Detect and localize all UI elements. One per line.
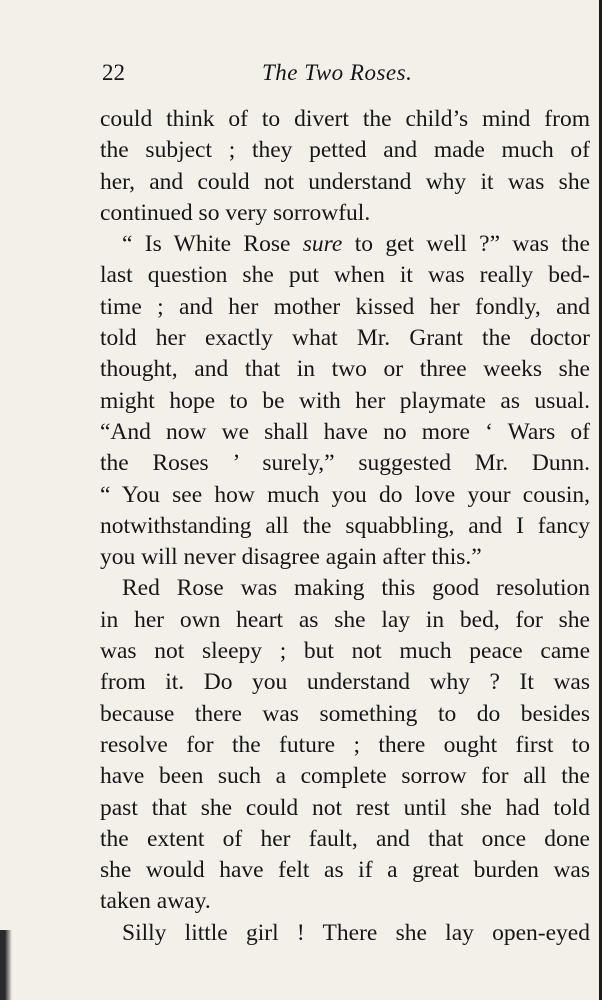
text-line: “ You see how much you do love your cousin, [100, 481, 590, 508]
text-line: was not sleepy ; but not much peace came [100, 638, 590, 665]
text-line: the Roses ’ surely,” suggested Mr. Dunn. [100, 450, 590, 477]
text-line: because there was something to do besides [100, 700, 590, 727]
text-line: in her own heart as she lay in bed, for she [100, 606, 590, 633]
text-line: from it. Do you understand why ? It was [100, 669, 590, 696]
text-line: past that she could not rest until she had told [100, 794, 590, 821]
text-line: you will never disagree again after this.” [100, 544, 482, 571]
text-line: “And now we shall have no more ‘ Wars of [100, 418, 590, 445]
text-line: “ Is White Rose sure to get well ?” was the [122, 231, 590, 258]
text-line: have been such a complete sorrow for all the [100, 763, 590, 790]
text-line: might hope to be with her playmate as usual. [100, 387, 590, 414]
page-header [102, 60, 588, 92]
text-line: the extent of her fault, and that once done [100, 825, 590, 852]
page-number: 22 [102, 60, 125, 85]
text-line: last question she put when it was really bed- [100, 262, 590, 289]
text-line: notwithstanding all the squabbling, and I fancy [100, 512, 590, 539]
body-text [100, 104, 590, 949]
text-line: time ; and her mother kissed her fondly, and [100, 293, 590, 320]
text-line: her, and could not understand why it was she [100, 168, 590, 195]
text-line: told her exactly what Mr. Grant the doctor [100, 325, 590, 352]
text-line: she would have felt as if a great burden was [100, 857, 590, 884]
text-line: taken away. [100, 888, 211, 915]
text-line: Red Rose was making this good resolution [122, 575, 590, 602]
page-edge-shadow-left [0, 930, 12, 1000]
running-title: The Two Roses. [262, 60, 413, 85]
text-line: the subject ; they petted and made much of [100, 137, 590, 164]
text-line: thought, and that in two or three weeks she [100, 356, 590, 383]
text-line: could think of to divert the child’s mind from [100, 106, 590, 132]
emphasis: sure [302, 231, 343, 258]
text-line: Silly little girl ! There she lay open-eyed [122, 919, 590, 946]
text-line: resolve for the future ; there ought first to [100, 731, 590, 758]
text-line: continued so very sorrowful. [100, 199, 371, 226]
